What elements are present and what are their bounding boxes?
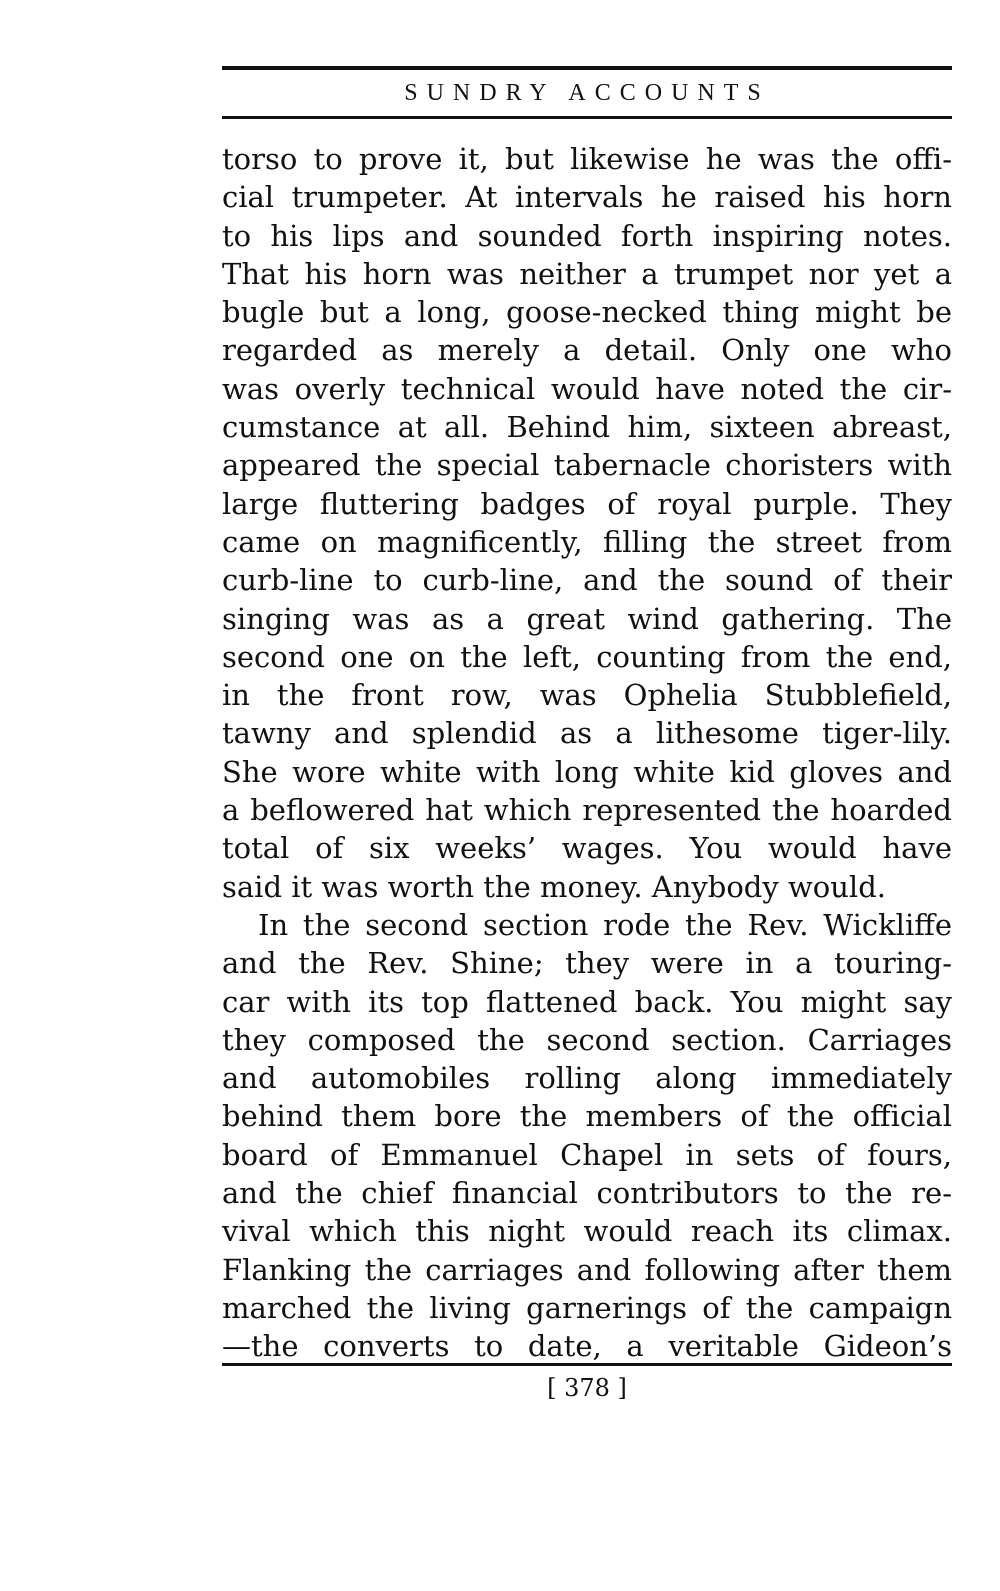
text-line: marched the living garnerings of the campaign: [222, 1290, 952, 1325]
page-number: [ 378 ]: [547, 1374, 627, 1402]
text-line: and the Rev. Shine; they were in a touring-: [222, 946, 952, 981]
text-line: in the front row, was Ophelia Stubblefield,: [222, 678, 952, 713]
text-line: cial trumpeter. At intervals he raised his horn: [222, 180, 952, 215]
text-line-paragraph-end: said it was worth the money. Anybody would.: [222, 869, 886, 904]
text-line: and the chief financial contributors to the re-: [222, 1176, 952, 1211]
text-line: board of Emmanuel Chapel in sets of fours,: [222, 1137, 952, 1172]
header-top-rule: [222, 66, 952, 70]
text-line: large fluttering badges of royal purple. They: [222, 486, 952, 521]
text-line: cumstance at all. Behind him, sixteen abreast,: [222, 410, 952, 445]
text-line: That his horn was neither a trumpet nor yet a: [222, 256, 952, 291]
footer-rule: [222, 1363, 952, 1366]
text-line: behind them bore the members of the official: [222, 1099, 952, 1134]
running-head: SUNDRY ACCOUNTS: [404, 80, 770, 106]
text-line: —the converts to date, a veritable Gideon’s: [222, 1329, 952, 1364]
text-line-paragraph-start: In the second section rode the Rev. Wickliffe: [258, 907, 952, 942]
text-line: regarded as merely a detail. Only one who: [222, 333, 952, 368]
text-line: curb-line to curb-line, and the sound of their: [222, 563, 952, 598]
text-line: to his lips and sounded forth inspiring notes.: [222, 218, 952, 253]
text-line: and automobiles rolling along immediately: [222, 1061, 952, 1096]
text-line: a beflowered hat which represented the hoarded: [222, 793, 952, 828]
header-bottom-rule: [222, 116, 952, 119]
text-line: second one on the left, counting from the end,: [222, 639, 952, 674]
text-line: came on magnificently, filling the street from: [222, 524, 952, 559]
text-line: She wore white with long white kid gloves and: [222, 754, 952, 789]
text-line: was overly technical would have noted the cir-: [222, 371, 952, 406]
body-text: [222, 140, 952, 1366]
text-line: appeared the special tabernacle choristers with: [222, 448, 952, 483]
text-line: tawny and splendid as a lithesome tiger-lily.: [222, 716, 952, 751]
text-line: Flanking the carriages and following after them: [222, 1252, 952, 1287]
text-line: total of six weeks’ wages. You would have: [222, 831, 952, 866]
text-line: singing was as a great wind gathering. The: [222, 601, 952, 636]
text-line: bugle but a long, goose-necked thing might be: [222, 295, 952, 330]
text-line: torso to prove it, but likewise he was the offi-: [222, 142, 952, 176]
text-line: vival which this night would reach its climax.: [222, 1214, 952, 1249]
text-line: car with its top flattened back. You might say: [222, 984, 952, 1019]
text-line: they composed the second section. Carriages: [222, 1022, 952, 1057]
